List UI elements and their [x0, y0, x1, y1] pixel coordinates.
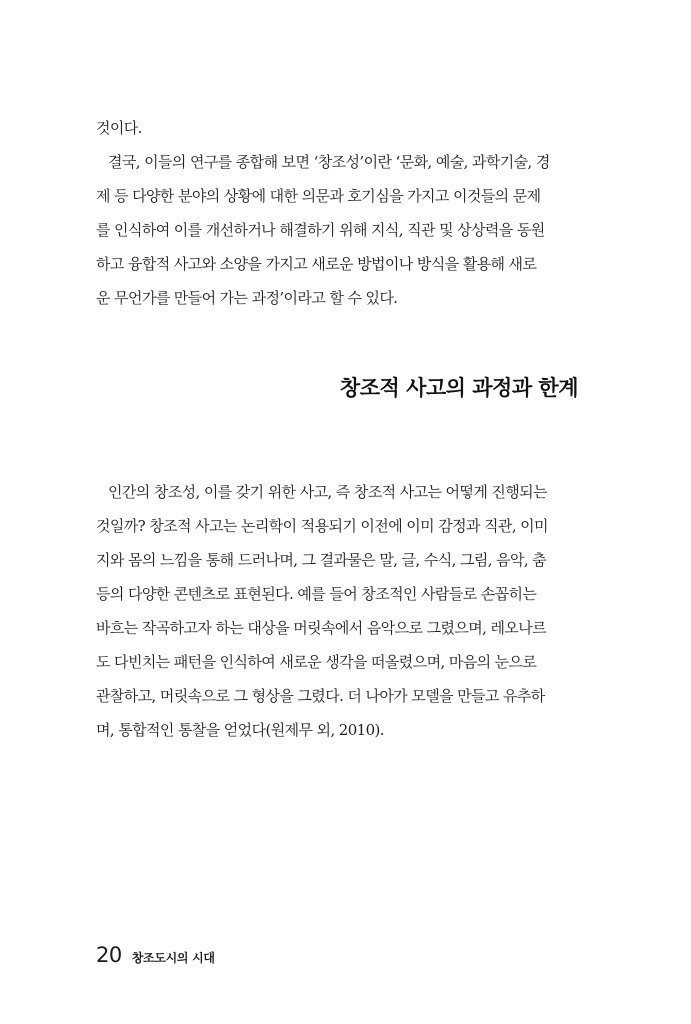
paragraph-3-line-6: 도 다빈치는 패턴을 인식하여 새로운 생각을 떠올렸으며, 마음의 눈으로	[96, 653, 537, 671]
paragraph-3-line-8: 며, 통합적인 통찰을 얻었다(원제무 외, 2010).	[96, 721, 384, 739]
paragraph-3-line-4: 등의 다양한 콘텐츠로 표현된다. 예를 들어 창조적인 사람들로 손꼽히는	[96, 585, 537, 603]
paragraph-2-line-1: 결국, 이들의 연구를 종합해 보면 ‘창조성’이란 ‘문화, 예술, 과학기술, 경	[108, 153, 550, 171]
paragraph-2-line-2: 제 등 다양한 분야의 상황에 대한 의문과 호기심을 가지고 이것들의 문제	[96, 187, 541, 205]
paragraph-3-line-7: 관찰하고, 머릿속으로 그 형상을 그렸다. 더 나아가 모델을 만들고 유추하	[96, 687, 545, 705]
paragraph-2-line-3: 를 인식하여 이를 개선하거나 해결하기 위해 지식, 직관 및 상상력을 동원	[96, 221, 545, 239]
running-book-title: 창조도시의 시대	[131, 951, 215, 965]
paragraph-1-line-1: 것이다.	[96, 119, 142, 137]
page-footer	[96, 943, 215, 969]
section-heading: 창조적 사고의 과정과 한계	[339, 376, 578, 400]
paragraph-2-line-4: 하고 융합적 사고와 소양을 가지고 새로운 방법이나 방식을 활용해 새로	[96, 255, 537, 273]
paragraph-3-line-1: 인간의 창조성, 이를 갖기 위한 사고, 즉 창조적 사고는 어떻게 진행되는	[108, 483, 547, 501]
page-number: 20	[96, 943, 122, 967]
paragraph-3-line-2: 것일까? 창조적 사고는 논리학이 적용되기 이전에 이미 감정과 직관, 이미	[96, 517, 548, 535]
paragraph-3-line-5: 바흐는 작곡하고자 하는 대상을 머릿속에서 음악으로 그렸으며, 레오나르	[96, 619, 547, 637]
paragraph-3-line-3: 지와 몸의 느낌을 통해 드러나며, 그 결과물은 말, 글, 수식, 그림, 음악, 춤	[96, 551, 547, 569]
paragraph-2-line-5: 운 무언가를 만들어 가는 과정’이라고 할 수 있다.	[96, 289, 398, 307]
